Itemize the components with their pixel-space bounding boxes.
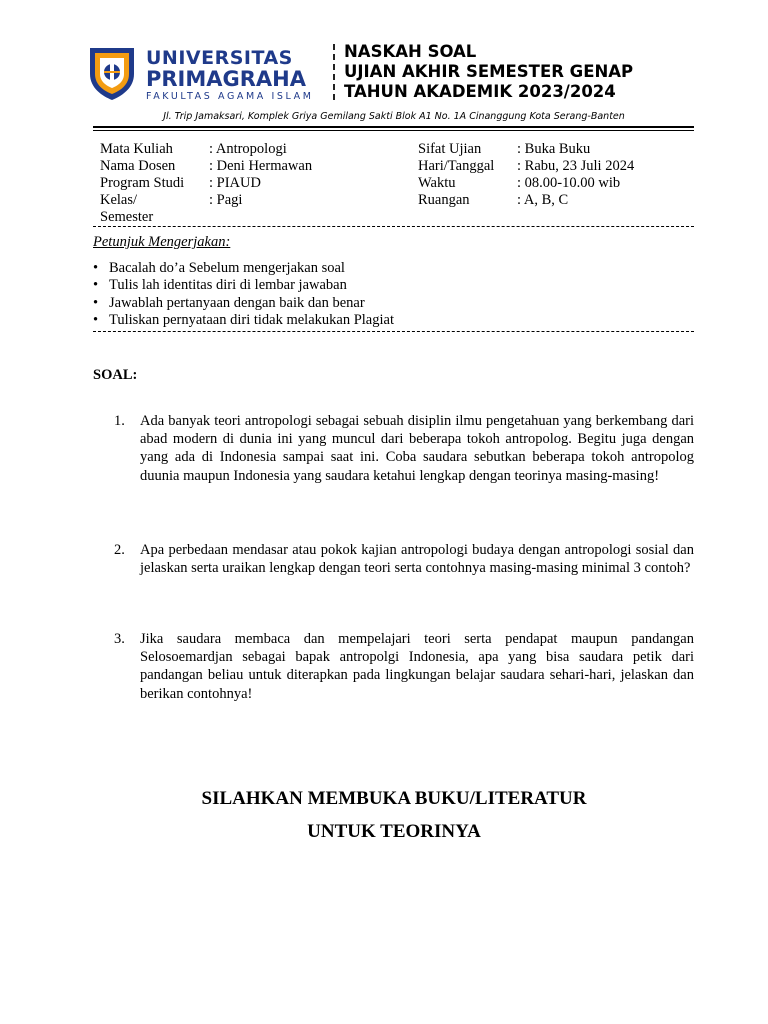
brand-name: PRIMAGRAHA bbox=[146, 67, 307, 91]
info-value: : Buka Buku bbox=[517, 141, 591, 157]
info-value: : Pagi bbox=[209, 192, 243, 208]
question-number: 3. bbox=[114, 631, 125, 647]
info-row bbox=[100, 209, 312, 226]
info-value: : Deni Hermawan bbox=[209, 158, 313, 174]
dashed-divider bbox=[93, 226, 694, 227]
list-item bbox=[93, 260, 394, 277]
info-label: Semester bbox=[100, 209, 154, 225]
question-text: Apa perbedaan mendasar atau pokok kajian antropologi budaya dengan antropologi sosial dan jelaskan serta uraikan lengkap dengan teori serta contohnya masing-masing minimal 3 contoh? bbox=[140, 542, 694, 577]
info-label: Program Studi bbox=[100, 175, 185, 191]
brand-university: UNIVERSITAS bbox=[146, 47, 293, 69]
info-label: Ruangan bbox=[418, 192, 470, 208]
info-label: Nama Dosen bbox=[100, 158, 176, 174]
header-rule-thin bbox=[93, 130, 694, 131]
dashed-divider bbox=[93, 331, 694, 332]
info-row bbox=[418, 141, 634, 158]
brand-faculty: FAKULTAS AGAMA ISLAM bbox=[146, 91, 314, 102]
bullet-icon: • bbox=[93, 277, 99, 294]
question-item bbox=[114, 541, 694, 577]
exam-title-line: NASKAH SOAL bbox=[344, 42, 477, 61]
question-item bbox=[114, 412, 694, 485]
info-value: : A, B, C bbox=[517, 192, 569, 208]
exam-title-line: TAHUN AKADEMIK 2023/2024 bbox=[344, 82, 616, 101]
header-rule bbox=[93, 126, 694, 128]
info-label: Kelas/ bbox=[100, 192, 138, 208]
instructions-list bbox=[93, 260, 394, 330]
info-row bbox=[418, 158, 634, 175]
info-label: Sifat Ujian bbox=[418, 141, 482, 157]
info-row bbox=[100, 141, 312, 158]
question-item bbox=[114, 630, 694, 703]
info-right bbox=[418, 141, 634, 209]
brand-block bbox=[146, 48, 314, 104]
info-label: Hari/Tanggal bbox=[418, 158, 495, 174]
bullet-icon: • bbox=[93, 312, 99, 329]
info-row bbox=[418, 175, 634, 192]
question-text: Ada banyak teori antropologi sebagai sebuah disiplin ilmu pengetahuan yang berkembang dari abad modern di dunia ini yang muncul dari beberapa tokoh antropolog. Begitu juga dengan yang ada di Indonesia sampai saat ini. Coba saudara sebutkan beberapa tokoh antropolog duunia maupun Indonesia yang saudara ketahui lengkap dengan teorinya masing-masing! bbox=[140, 413, 694, 484]
instruction-text: Tuliskan pernyataan diri tidak melakukan Plagiat bbox=[109, 312, 394, 329]
info-value: : 08.00-10.00 wib bbox=[517, 175, 621, 191]
info-row bbox=[100, 175, 312, 192]
info-row bbox=[100, 192, 312, 209]
bullet-icon: • bbox=[93, 260, 99, 276]
question-number: 2. bbox=[114, 542, 125, 558]
closing-line: UNTUK TEORINYA bbox=[307, 821, 481, 842]
instructions-title: Petunjuk Mengerjakan: bbox=[93, 234, 231, 250]
closing-line: SILAHKAN MEMBUKA BUKU/LITERATUR bbox=[201, 788, 587, 809]
instruction-text: Tulis lah identitas diri di lembar jawaban bbox=[109, 277, 347, 294]
instruction-text: Bacalah do’a Sebelum mengerjakan soal bbox=[109, 260, 345, 276]
info-row bbox=[418, 192, 634, 209]
exam-title-line: UJIAN AKHIR SEMESTER GENAP bbox=[344, 62, 634, 81]
info-value: : PIAUD bbox=[209, 175, 261, 191]
soal-heading: SOAL: bbox=[93, 367, 138, 383]
list-item bbox=[93, 277, 394, 294]
question-number: 1. bbox=[114, 413, 125, 429]
info-value: : Rabu, 23 Juli 2024 bbox=[517, 158, 635, 174]
instruction-text: Jawablah pertanyaan dengan baik dan benar bbox=[109, 294, 365, 311]
address: Jl. Trip Jamaksari, Komplek Griya Gemilang Sakti Blok A1 No. 1A Cinanggung Kota Serang-Banten bbox=[163, 111, 625, 122]
exam-title bbox=[344, 42, 633, 102]
header-divider bbox=[333, 44, 335, 100]
info-left bbox=[100, 141, 312, 226]
question-text: Jika saudara membaca dan mempelajari teori serta pendapat maupun pandangan Selosoemardjan sebagai bapak antropolgi Indonesia, apa yang bisa saudara petik dari pandangan beliau untuk diterapkan pada lingkungan belajar saudara sehari-hari, jelaskan dan berikan contohnya! bbox=[140, 631, 694, 702]
info-value: : Antropologi bbox=[209, 141, 287, 157]
info-row bbox=[100, 158, 312, 175]
info-label: Waktu bbox=[418, 175, 456, 191]
list-item bbox=[93, 312, 394, 329]
university-logo bbox=[86, 44, 138, 102]
bullet-icon: • bbox=[93, 294, 99, 311]
info-label: Mata Kuliah bbox=[100, 141, 173, 157]
list-item bbox=[93, 295, 394, 312]
